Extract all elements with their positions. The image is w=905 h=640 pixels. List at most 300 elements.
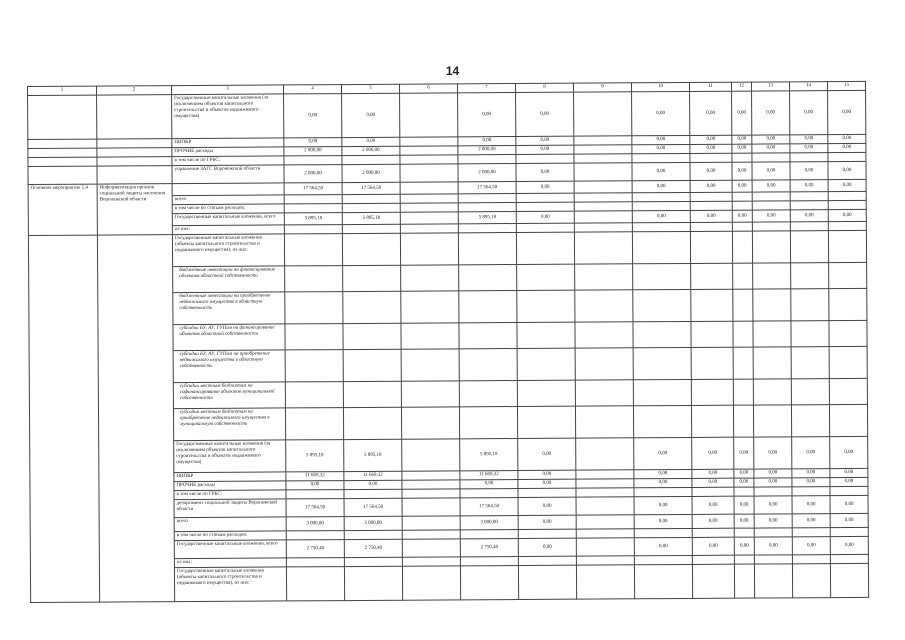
value-cell-col-9 (575, 406, 633, 438)
table-row (28, 90, 866, 139)
value-cell-col-9 (576, 470, 634, 479)
table-row (28, 230, 866, 267)
activity-name-cell (97, 139, 172, 148)
value-cell-col-5: 5 895,18 (344, 439, 402, 471)
value-cell-col-7 (458, 155, 516, 164)
value-cell-col-14 (791, 289, 829, 321)
value-cell-col-11 (691, 263, 733, 289)
value-cell-col-11 (691, 347, 733, 379)
value-cell-col-8 (517, 322, 575, 348)
value-cell-col-4 (286, 567, 344, 601)
value-cell-col-12 (732, 153, 752, 162)
value-cell-col-6 (401, 407, 459, 439)
value-cell-col-15 (828, 152, 866, 161)
value-cell-col-6 (402, 471, 460, 480)
value-cell-col-8 (516, 154, 574, 163)
value-cell-col-14: 0,00 (790, 144, 828, 153)
value-cell-col-15 (829, 262, 867, 288)
value-cell-col-11: 0,00 (692, 514, 734, 528)
value-cell-col-12: 0,00 (732, 135, 752, 144)
budget-table (27, 81, 869, 603)
value-cell-col-6 (402, 480, 460, 489)
value-cell-col-13 (752, 231, 790, 263)
value-cell-col-11: 0,00 (692, 537, 734, 555)
value-cell-col-14 (790, 201, 828, 210)
column-number-13: 13 (751, 82, 789, 91)
value-cell-col-11: 0,00 (690, 144, 732, 153)
value-cell-col-8 (516, 232, 574, 264)
value-cell-col-14: 0,00 (792, 496, 830, 514)
value-cell-col-7: 0,00 (458, 93, 516, 137)
value-cell-col-4 (284, 195, 342, 204)
value-cell-col-14: 0,00 (790, 180, 828, 192)
column-number-4: 4 (283, 85, 341, 94)
value-cell-col-5 (342, 233, 400, 265)
value-cell-col-5: 5 895,18 (342, 212, 400, 224)
activity-name-cell (97, 95, 172, 139)
value-cell-col-11 (690, 222, 732, 231)
value-cell-col-15 (828, 221, 866, 230)
column-number-9: 9 (573, 83, 631, 92)
value-cell-col-11: 0,00 (690, 180, 732, 192)
value-cell-col-7 (459, 349, 517, 381)
value-cell-col-7 (459, 323, 517, 349)
value-cell-col-4 (285, 266, 343, 292)
value-cell-col-15: 0,00 (828, 209, 866, 221)
value-cell-col-5: 0,00 (342, 137, 400, 146)
value-cell-col-7: 17 564,50 (460, 498, 518, 516)
value-cell-col-4 (285, 292, 343, 324)
value-cell-col-15: 0,00 (830, 536, 868, 554)
expense-item-cell: в том числе по статьям расходов: (172, 204, 284, 214)
value-cell-col-9 (575, 348, 633, 380)
value-cell-col-15 (830, 554, 868, 563)
value-cell-col-15 (829, 404, 867, 436)
value-cell-col-13 (754, 555, 792, 564)
value-cell-col-13 (753, 289, 791, 321)
value-cell-col-5 (343, 265, 401, 291)
value-cell-col-6 (402, 489, 460, 498)
value-cell-col-5 (343, 381, 401, 407)
value-cell-col-12 (733, 405, 753, 437)
value-cell-col-12 (732, 192, 752, 201)
value-cell-col-11: 0,00 (690, 162, 732, 180)
expense-item-cell: бюджетные инвестиции на приобретение недвижимого имущества в областную собственность (173, 292, 285, 325)
value-cell-col-9 (574, 181, 632, 193)
value-cell-col-11: 0,00 (692, 478, 734, 487)
value-cell-col-14 (791, 405, 829, 437)
value-cell-col-12 (733, 379, 753, 405)
value-cell-col-4: 3 000,00 (286, 517, 344, 531)
value-cell-col-4: 17 564,50 (286, 499, 344, 517)
value-cell-col-12: 0,00 (734, 478, 754, 487)
value-cell-col-12: 0,00 (734, 469, 754, 478)
value-cell-col-5: 11 669,32 (344, 471, 402, 480)
value-cell-col-9 (576, 529, 634, 538)
value-cell-col-15: 0,00 (830, 477, 868, 486)
value-cell-col-15: 0,00 (828, 143, 866, 152)
value-cell-col-6 (400, 155, 458, 164)
value-cell-col-9 (576, 538, 634, 556)
value-cell-col-11 (692, 528, 734, 537)
value-cell-col-9 (574, 154, 632, 163)
value-cell-col-4: 11 669,32 (286, 472, 344, 481)
value-cell-col-15: 0,00 (830, 468, 868, 477)
value-cell-col-11 (691, 379, 733, 405)
value-cell-col-11: 0,00 (692, 496, 734, 514)
value-cell-col-5: 17 564,50 (342, 182, 400, 194)
value-cell-col-5: 0,00 (344, 480, 402, 489)
value-cell-col-15 (828, 230, 866, 262)
value-cell-col-10 (633, 347, 691, 379)
expense-item-cell: субсидии местным бюджетам на приобретение недвижимого имущества в муниципальную собственность (173, 408, 285, 441)
value-cell-col-13 (754, 528, 792, 537)
value-cell-col-9 (576, 497, 634, 515)
value-cell-col-6 (402, 566, 460, 600)
value-cell-col-12 (733, 289, 753, 321)
value-cell-col-4: 5 895,18 (284, 213, 342, 225)
value-cell-col-7: 5 895,18 (460, 439, 518, 471)
value-cell-col-12 (734, 487, 754, 496)
value-cell-col-9 (574, 232, 632, 264)
value-cell-col-9 (576, 488, 634, 497)
value-cell-col-14 (790, 153, 828, 162)
value-cell-col-10: 0,00 (634, 537, 692, 555)
value-cell-col-15: 0,00 (828, 179, 866, 191)
value-cell-col-9 (576, 515, 634, 529)
value-cell-col-6 (400, 137, 458, 146)
column-number-7: 7 (457, 84, 515, 93)
value-cell-col-7 (460, 566, 518, 600)
value-cell-col-7 (459, 291, 517, 323)
value-cell-col-10: 0,00 (634, 437, 692, 469)
expense-item-cell: всего (172, 195, 284, 205)
value-cell-col-13 (753, 321, 791, 347)
value-cell-col-6 (402, 516, 460, 530)
value-cell-col-11: 0,00 (690, 210, 732, 222)
value-cell-col-10 (634, 564, 692, 598)
value-cell-col-12 (734, 564, 754, 598)
value-cell-col-6 (400, 194, 458, 203)
value-cell-col-10: 0,00 (632, 135, 690, 144)
value-cell-col-5: 2 000,00 (342, 146, 400, 155)
value-cell-col-7 (458, 194, 516, 203)
value-cell-col-11 (692, 564, 734, 598)
value-cell-col-15 (829, 346, 867, 378)
value-cell-col-10 (632, 231, 690, 263)
value-cell-col-4: 2 750,40 (286, 540, 344, 558)
value-cell-col-6 (402, 557, 460, 566)
value-cell-col-14 (792, 487, 830, 496)
value-cell-col-6 (400, 146, 458, 155)
value-cell-col-10 (633, 263, 691, 289)
expense-item-cell: НИОКР (174, 472, 286, 482)
expense-item-cell: из них: (172, 225, 284, 235)
value-cell-col-8 (516, 202, 574, 211)
value-cell-col-13: 0,00 (752, 135, 790, 144)
expense-item-cell: ПРОЧИЕ расходы (174, 481, 286, 491)
activity-name-cell (97, 157, 172, 166)
value-cell-col-5: 2 000,00 (342, 164, 400, 182)
column-number-1: 1 (28, 86, 97, 95)
value-cell-col-8: 0,00 (518, 497, 576, 515)
value-cell-col-7: 5 895,18 (458, 212, 516, 224)
page-number: 14 (445, 64, 460, 78)
expense-item-cell: субсидии БУ, АУ, ГУПам на приобретение недвижимого имущества в областную собственность (173, 350, 285, 383)
value-cell-col-10: 0,00 (632, 180, 690, 192)
expense-item-cell: в том числе по ГРБС: (172, 156, 284, 166)
column-number-8: 8 (515, 83, 573, 92)
column-number-10: 10 (631, 82, 689, 91)
value-cell-col-9 (574, 136, 632, 145)
value-cell-col-5 (342, 155, 400, 164)
activity-code-cell (28, 235, 99, 602)
value-cell-col-9 (574, 211, 632, 223)
column-number-15: 15 (827, 81, 865, 90)
value-cell-col-14: 0,00 (790, 210, 828, 222)
value-cell-col-7 (459, 407, 517, 439)
value-cell-col-12: 0,00 (732, 162, 752, 180)
value-cell-col-14: 0,00 (792, 469, 830, 478)
expense-item-cell: управление ЗАГС Воронежской области (172, 165, 284, 184)
expense-item-cell: Государственные капитальные вложения (за исключением объектов капитального строительства и объектов недвижимого имущества) (174, 440, 286, 473)
value-cell-col-14: 0,00 (790, 135, 828, 144)
value-cell-col-6 (401, 265, 459, 291)
expense-item-cell: в том числе по статьям расходов: (174, 531, 286, 541)
expense-item-cell: всего (174, 517, 286, 532)
value-cell-col-7: 0,00 (458, 137, 516, 146)
value-cell-col-10: 0,00 (632, 91, 690, 135)
value-cell-col-10 (633, 379, 691, 405)
value-cell-col-7: 2 750,40 (460, 539, 518, 557)
value-cell-col-12 (733, 321, 753, 347)
value-cell-col-4 (285, 350, 343, 382)
value-cell-col-4 (286, 490, 344, 499)
activity-name-cell (97, 166, 172, 184)
value-cell-col-8: 0,00 (518, 538, 576, 556)
value-cell-col-6 (401, 349, 459, 381)
value-cell-col-8: 0,00 (516, 181, 574, 193)
value-cell-col-14: 0,00 (790, 162, 828, 180)
value-cell-col-12: 0,00 (734, 496, 754, 514)
value-cell-col-6 (400, 233, 458, 265)
value-cell-col-10: 0,00 (634, 514, 692, 528)
value-cell-col-14 (792, 528, 830, 537)
value-cell-col-7: 2 000,00 (458, 146, 516, 155)
value-cell-col-11: 0,00 (690, 91, 732, 135)
value-cell-col-9 (576, 556, 634, 565)
value-cell-col-10: 0,00 (632, 210, 690, 222)
value-cell-col-15: 0,00 (830, 495, 868, 513)
value-cell-col-13 (753, 379, 791, 405)
value-cell-col-14 (791, 263, 829, 289)
value-cell-col-13 (753, 263, 791, 289)
value-cell-col-8: 0,00 (518, 438, 576, 470)
value-cell-col-5: 2 750,40 (344, 539, 402, 557)
value-cell-col-11 (692, 487, 734, 496)
value-cell-col-7 (458, 203, 516, 212)
value-cell-col-4: 0,00 (284, 138, 342, 147)
value-cell-col-8: 0,00 (516, 163, 574, 181)
value-cell-col-8 (518, 529, 576, 538)
value-cell-col-12 (733, 347, 753, 379)
value-cell-col-15 (828, 200, 866, 209)
expense-item-cell: департамент социальной защиты Воронежской области (174, 499, 286, 518)
value-cell-col-4 (284, 156, 342, 165)
value-cell-col-5 (342, 203, 400, 212)
activity-code-cell (28, 157, 97, 166)
value-cell-col-6 (401, 291, 459, 323)
value-cell-col-8 (517, 290, 575, 322)
value-cell-col-7: 17 564,50 (458, 182, 516, 194)
value-cell-col-13: 0,00 (754, 496, 792, 514)
expense-item-cell: Государственные капитальные вложения, всего (172, 213, 284, 226)
value-cell-col-15 (829, 378, 867, 404)
value-cell-col-11: 0,00 (692, 469, 734, 478)
value-cell-col-11 (691, 405, 733, 437)
value-cell-col-6 (400, 164, 458, 182)
value-cell-col-4 (284, 225, 342, 234)
value-cell-col-9 (575, 264, 633, 290)
value-cell-col-13: 0,00 (752, 91, 790, 135)
activity-code-cell (28, 139, 97, 148)
value-cell-col-6 (401, 323, 459, 349)
activity-code-cell (28, 166, 97, 184)
value-cell-col-6 (401, 381, 459, 407)
value-cell-col-12 (732, 222, 752, 231)
activity-name-cell (97, 148, 172, 157)
value-cell-col-10 (634, 555, 692, 564)
value-cell-col-8: 0,00 (516, 92, 574, 136)
value-cell-col-10: 0,00 (632, 144, 690, 153)
value-cell-col-5: 0,00 (342, 93, 400, 137)
value-cell-col-15 (830, 527, 868, 536)
value-cell-col-10 (634, 528, 692, 537)
value-cell-col-5 (344, 489, 402, 498)
value-cell-col-6 (402, 439, 460, 471)
column-number-2: 2 (97, 86, 172, 95)
value-cell-col-15: 0,00 (828, 90, 866, 134)
value-cell-col-6 (400, 212, 458, 224)
value-cell-col-6 (402, 530, 460, 539)
value-cell-col-10 (633, 321, 691, 347)
expense-item-cell: субсидии местным бюджетам на софинансирование объектов муниципальной собственности (173, 382, 285, 409)
value-cell-col-10 (632, 192, 690, 201)
activity-code-cell (28, 95, 97, 139)
value-cell-col-12: 0,00 (734, 514, 754, 528)
value-cell-col-9 (575, 322, 633, 348)
value-cell-col-9 (576, 565, 634, 599)
value-cell-col-10: 0,00 (632, 162, 690, 180)
value-cell-col-7: 3 000,00 (460, 516, 518, 530)
value-cell-col-12: 0,00 (732, 180, 752, 192)
value-cell-col-9 (575, 290, 633, 322)
value-cell-col-15 (830, 486, 868, 495)
value-cell-col-9 (574, 92, 632, 136)
value-cell-col-12 (732, 201, 752, 210)
column-number-12: 12 (731, 82, 751, 91)
expense-item-cell: ПРОЧИЕ расходы (172, 147, 284, 157)
value-cell-col-9 (576, 438, 634, 470)
value-cell-col-10: 0,00 (634, 496, 692, 514)
value-cell-col-13: 0,00 (752, 210, 790, 222)
value-cell-col-13: 0,00 (754, 469, 792, 478)
value-cell-col-15: 0,00 (828, 134, 866, 143)
value-cell-col-5 (343, 323, 401, 349)
value-cell-col-7 (458, 224, 516, 233)
value-cell-col-7 (460, 530, 518, 539)
value-cell-col-14 (790, 231, 828, 263)
value-cell-col-15 (828, 191, 866, 200)
value-cell-col-12 (734, 555, 754, 564)
value-cell-col-7: 11 669,32 (460, 471, 518, 480)
value-cell-col-13: 0,00 (754, 478, 792, 487)
value-cell-col-8 (517, 406, 575, 438)
value-cell-col-7: 2 000,00 (458, 164, 516, 182)
value-cell-col-14: 0,00 (792, 478, 830, 487)
value-cell-col-13 (753, 347, 791, 379)
expense-item-cell: Государственные капитальные вложения (объекты капитального строительства и недвижимого имущества), из них: (172, 234, 284, 267)
value-cell-col-11 (691, 289, 733, 321)
value-cell-col-6 (400, 224, 458, 233)
value-cell-col-11 (692, 555, 734, 564)
value-cell-col-7 (460, 489, 518, 498)
value-cell-col-14: 0,00 (792, 537, 830, 555)
value-cell-col-10 (634, 487, 692, 496)
value-cell-col-6 (400, 203, 458, 212)
value-cell-col-8 (518, 565, 576, 599)
value-cell-col-13 (754, 564, 792, 598)
value-cell-col-4 (285, 408, 343, 440)
value-cell-col-8 (518, 488, 576, 497)
expense-item-cell: Государственные капитальные вложения, всего (174, 540, 286, 559)
value-cell-col-4 (285, 382, 343, 408)
value-cell-col-9 (574, 163, 632, 181)
value-cell-col-13: 0,00 (752, 144, 790, 153)
value-cell-col-14: 0,00 (792, 437, 830, 469)
value-cell-col-12: 0,00 (732, 144, 752, 153)
value-cell-col-4: 0,00 (286, 481, 344, 490)
value-cell-col-9 (575, 380, 633, 406)
value-cell-col-9 (574, 202, 632, 211)
value-cell-col-8 (516, 223, 574, 232)
value-cell-col-13: 0,00 (754, 437, 792, 469)
value-cell-col-10 (632, 201, 690, 210)
value-cell-col-14 (791, 379, 829, 405)
value-cell-col-13 (752, 222, 790, 231)
value-cell-col-14: 0,00 (792, 514, 830, 528)
value-cell-col-6 (402, 539, 460, 557)
value-cell-col-12 (733, 263, 753, 289)
value-cell-col-8 (517, 348, 575, 380)
expense-item-cell: НИОКР (172, 138, 284, 148)
value-cell-col-9 (574, 193, 632, 202)
expense-item-cell: из них: (174, 558, 286, 568)
value-cell-col-13: 0,00 (752, 180, 790, 192)
value-cell-col-4: 2 000,00 (284, 165, 342, 183)
value-cell-col-12: 0,00 (732, 91, 752, 135)
value-cell-col-12 (732, 231, 752, 263)
column-number-11: 11 (689, 82, 731, 91)
value-cell-col-7 (459, 265, 517, 291)
value-cell-col-7 (459, 381, 517, 407)
value-cell-col-6 (402, 498, 460, 516)
value-cell-col-4: 5 895,18 (286, 440, 344, 472)
value-cell-col-4 (284, 204, 342, 213)
value-cell-col-13: 0,00 (754, 537, 792, 555)
value-cell-col-5 (344, 530, 402, 539)
value-cell-col-4 (286, 531, 344, 540)
